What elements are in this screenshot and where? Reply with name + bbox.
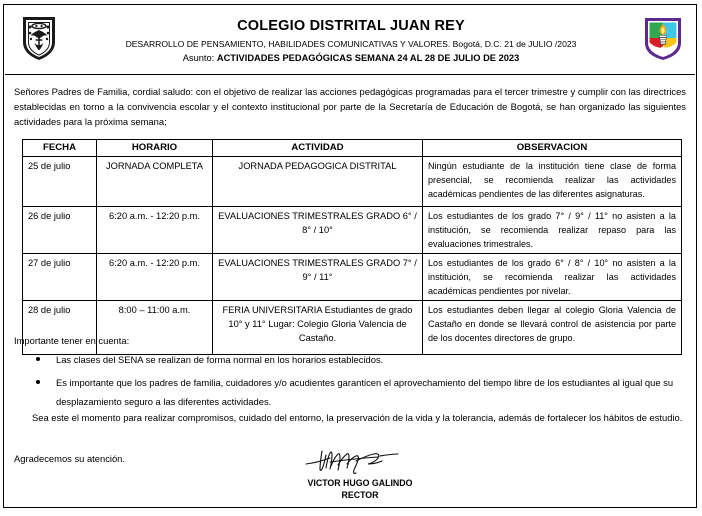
notes-bullet-list <box>14 350 688 415</box>
cell-actividad: EVALUACIONES TRIMESTRALES GRADO 7° / 9° / 11° <box>213 254 423 301</box>
intro-paragraph: Señores Padres de Familia, cordial saludo: con el objetivo de realizar las acciones pedagógicas programadas para el tercer trimestre y cumplir con las directrices establecidas en torno a la convivencia escolar y el contexto institucional por parte de la Secretaría de Educación de Bogotá, se han organizado las siguientes actividades para la próxima semana; <box>14 86 686 127</box>
cell-actividad: FERIA UNIVERSITARIA Estudiantes de grado 10° y 11° Lugar: Colegio Gloria Valencia de Castaño. <box>213 301 423 355</box>
school-crest-icon <box>643 16 683 62</box>
signer-name: VICTOR HUGO GALINDO <box>307 478 413 488</box>
column-header-horario: HORARIO <box>97 140 213 157</box>
cell-horario: 6:20 a.m. - 12:20 p.m. <box>97 207 213 254</box>
column-header-actividad: ACTIVIDAD <box>213 140 423 157</box>
cell-actividad: JORNADA PEDAGOGICA DISTRITAL <box>213 157 423 207</box>
table-row <box>23 254 682 301</box>
document-header <box>5 6 695 74</box>
signer-role: RECTOR <box>341 490 379 500</box>
table-row <box>23 157 682 207</box>
page-title: COLEGIO DISTRITAL JUAN REY <box>237 18 465 34</box>
table-row <box>23 207 682 254</box>
column-header-observacion: OBSERVACION <box>423 140 682 157</box>
bullet-dot-icon <box>36 357 40 361</box>
handwritten-signature-icon <box>300 446 420 476</box>
list-item-text: Las clases del SENA se realizan de forma normal en los horarios establecidos. <box>56 354 384 365</box>
subject-label: Asunto: <box>182 53 217 63</box>
cell-observacion: Los estudiantes deben llegar al colegio Gloria Valencia de Castaño en donde se llevará control de asistencia por parte de los docentes directores de grupo. <box>423 301 682 355</box>
list-item-text: Es importante que los padres de familia, cuidadores y/o acudientes garanticen el aprovechamiento del tiempo libre de los estudiantes al igual que su desplazamiento seguro a las diferentes actividades. <box>56 377 674 407</box>
cell-observacion: Los estudiantes de los grado 6° / 8° / 10° no asisten a la institución, se recomienda realizar las actividades académicas pendientes por nivelar. <box>423 254 682 301</box>
cell-fecha: 28 de julio <box>23 301 97 355</box>
closing-paragraph: Sea este el momento para realizar compromisos, cuidado del entorno, la preservación de la vida y la tolerancia, además de fortalecer los hábitos de estudio. <box>32 412 683 423</box>
column-header-fecha: FECHA <box>23 140 97 157</box>
cell-horario: JORNADA COMPLETA <box>97 157 213 207</box>
cell-observacion: Los estudiantes de los grado 7° / 9° / 11° no asisten a la institución, se recomienda realizar repaso para las evaluaciones trimestrales. <box>423 207 682 254</box>
signature-block <box>245 446 475 501</box>
cell-fecha: 26 de julio <box>23 207 97 254</box>
header-divider <box>5 74 695 75</box>
cell-horario: 6:20 a.m. - 12:20 p.m. <box>97 254 213 301</box>
cell-horario: 8:00 – 11:00 a.m. <box>97 301 213 355</box>
table-header-row <box>23 140 682 157</box>
header-text-group <box>59 16 643 65</box>
notes-lead: Importante tener en cuenta: <box>14 335 130 346</box>
bullet-dot-icon <box>36 380 40 384</box>
thanks-line: Agradecemos su atención. <box>14 453 126 464</box>
schedule-table <box>22 139 682 355</box>
subject-value: ACTIVIDADES PEDAGÓGICAS SEMANA 24 AL 28 DE JULIO DE 2023 <box>216 53 520 63</box>
bogota-coat-of-arms-icon <box>19 14 59 62</box>
header-subtitle: DESARROLLO DE PENSAMIENTO, HABILIDADES COMUNICATIVAS Y VALORES. Bogotá, D.C. 21 de JULIO /2023 <box>125 39 577 49</box>
cell-fecha: 25 de julio <box>23 157 97 207</box>
cell-actividad: EVALUACIONES TRIMESTRALES GRADO 6° / 8° / 10° <box>213 207 423 254</box>
list-item <box>14 373 688 411</box>
cell-fecha: 27 de julio <box>23 254 97 301</box>
header-subject <box>65 52 637 65</box>
cell-observacion: Ningún estudiante de la institución tiene clase de forma presencial, se recomienda realizar las actividades académicas pendientes de las diferentes asignaturas. <box>423 157 682 207</box>
list-item <box>14 350 688 369</box>
